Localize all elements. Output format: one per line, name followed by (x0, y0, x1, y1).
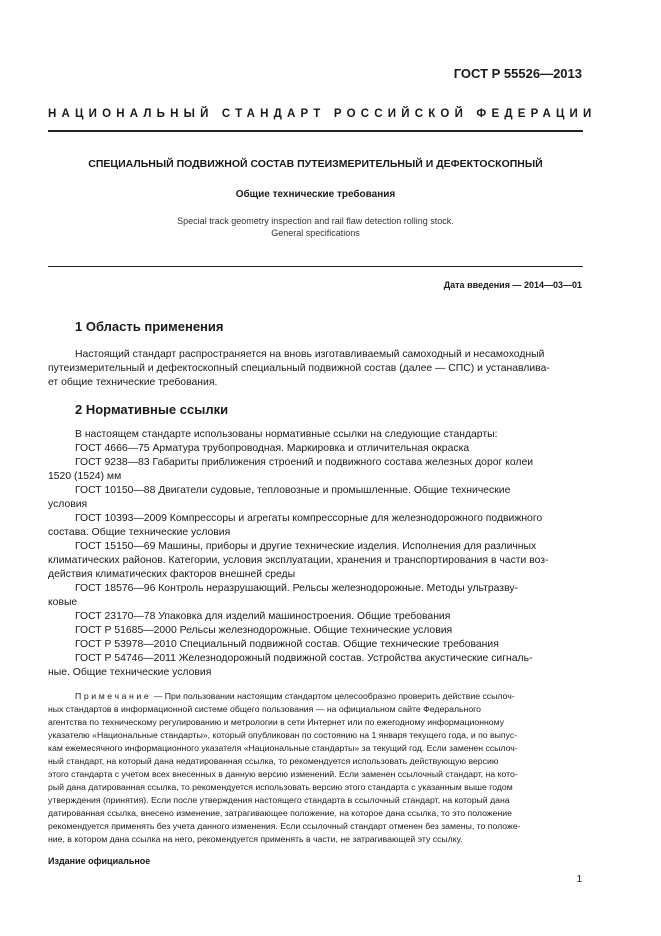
reference-gost-15150: ГОСТ 15150—69 Машины, приборы и другие технические изделия. Исполнения для различных (75, 541, 537, 552)
reference-gost-15150-cont-2: действия климатических факторов внешней среды (48, 569, 296, 580)
reference-gost-r-54746: ГОСТ Р 54746—2011 Железнодорожный подвижной состав. Устройства акустические сигналь- (75, 653, 533, 664)
english-title-line-2: General specifications (271, 228, 360, 238)
note-line-1 (75, 690, 583, 703)
reference-gost-23170: ГОСТ 23170—78 Упаковка для изделий машиностроения. Общие требования (75, 611, 451, 622)
note-line-8: рый дана датированная ссылка, то рекомендуется использовать версию этого стандарта с указанным выше годом (48, 782, 513, 792)
note-line-10: датированная ссылка, внесено изменение, затрагивающее положение, на которое дана ссылка, то это положение (48, 808, 512, 818)
reference-gost-10150: ГОСТ 10150—88 Двигатели судовые, тепловозные и промышленные. Общие технические (75, 485, 511, 496)
document-code: ГОСТ Р 55526—2013 (453, 66, 582, 81)
note-line-2: ных стандартов в информационной системе общего пользования — на официальном сайте Федерального (48, 704, 481, 714)
reference-gost-10393-cont: состава. Общие технические условия (48, 527, 231, 538)
note-line-9: утверждения (принятия). Если после утверждения настоящего стандарта в ссылочный стандарт, на который дана (48, 795, 510, 805)
document-subtitle: Общие технические требования (235, 189, 396, 200)
note-line-11: рекомендуется применять без учета данного изменения. Если ссылочный стандарт отменен без замены, то положе- (48, 821, 521, 831)
reference-gost-18576: ГОСТ 18576—96 Контроль неразрушающий. Рельсы железнодорожные. Методы ультразву- (75, 583, 519, 594)
note-line-5: кам ежемесячного информационного указателя «Национальные стандарты» за текущий год. Если заменен ссылоч- (48, 743, 518, 753)
references-intro: В настоящем стандарте использованы нормативные ссылки на следующие стандарты: (75, 429, 498, 440)
official-edition-label: Издание официальное (48, 856, 151, 866)
reference-gost-r-54746-cont: ные. Общие технические условия (48, 667, 212, 678)
national-standard-banner: НАЦИОНАЛЬНЫЙ СТАНДАРТ РОССИЙСКОЙ ФЕДЕРАЦИИ (48, 108, 597, 120)
note-label: Примечание (75, 691, 152, 701)
reference-gost-18576-cont: ковые (48, 597, 78, 608)
section-1-line-2: путеизмерительный и дефектоскопный специальный подвижной состав (далее — СПС) и устанавлива- (48, 363, 550, 374)
english-title-line-1: Special track geometry inspection and rail flaw detection rolling stock. (177, 216, 454, 226)
reference-gost-10150-cont: условия (48, 499, 88, 510)
note-text-start: — При пользовании настоящим стандартом целесообразно проверить действие ссылоч- (151, 691, 515, 701)
note-line-6: ный стандарт, на который дана недатированная ссылка, то рекомендуется использовать действующую версию (48, 756, 499, 766)
page-number: 1 (576, 874, 582, 885)
reference-gost-r-51685: ГОСТ Р 51685—2000 Рельсы железнодорожные. Общие технические условия (75, 625, 453, 636)
section-1-line-3: ет общие технические требования. (48, 377, 218, 388)
note-line-3: агентства по техническому регулированию и метрологии в сети Интернет или по ежегодному информационному (48, 717, 505, 727)
section-1-line-1: Настоящий стандарт распространяется на вновь изготавливаемый самоходный и несамоходный (75, 349, 545, 360)
reference-gost-15150-cont-1: климатических районов. Категории, условия эксплуатации, хранения и транспортирования в части воз- (48, 555, 549, 566)
document-title: СПЕЦИАЛЬНЫЙ ПОДВИЖНОЙ СОСТАВ ПУТЕИЗМЕРИТЕЛЬНЫЙ И ДЕФЕКТОСКОПНЫЙ (88, 158, 543, 170)
introduction-date: Дата введения — 2014—03—01 (443, 280, 582, 290)
reference-gost-r-53978: ГОСТ Р 53978—2010 Специальный подвижной состав. Общие технические требования (75, 639, 499, 650)
reference-gost-9238-cont: 1520 (1524) мм (48, 471, 122, 482)
reference-gost-4666: ГОСТ 4666—75 Арматура трубопроводная. Маркировка и отличительная окраска (75, 443, 470, 454)
note-line-4: указателю «Национальные стандарты», который опубликован по состоянию на 1 января текущего года, и по выпус- (48, 730, 518, 740)
section-1-heading: 1 Область применения (75, 319, 224, 334)
reference-gost-9238: ГОСТ 9238—83 Габариты приближения строений и подвижного состава железных дорог колеи (75, 457, 534, 468)
section-2-heading: 2 Нормативные ссылки (75, 402, 229, 417)
reference-gost-10393: ГОСТ 10393—2009 Компрессоры и агрегаты компрессорные для железнодорожного подвижного (75, 513, 543, 524)
title-rule (48, 266, 583, 267)
header-rule (48, 130, 583, 132)
note-line-7: этого стандарта с учетом всех внесенных в данную версию изменений. Если заменен ссылочный стандарт, на кото- (48, 769, 518, 779)
note-line-12: ние, в котором дана ссылка на него, рекомендуется применять в части, не затрагивающей эту ссылку. (48, 834, 463, 844)
